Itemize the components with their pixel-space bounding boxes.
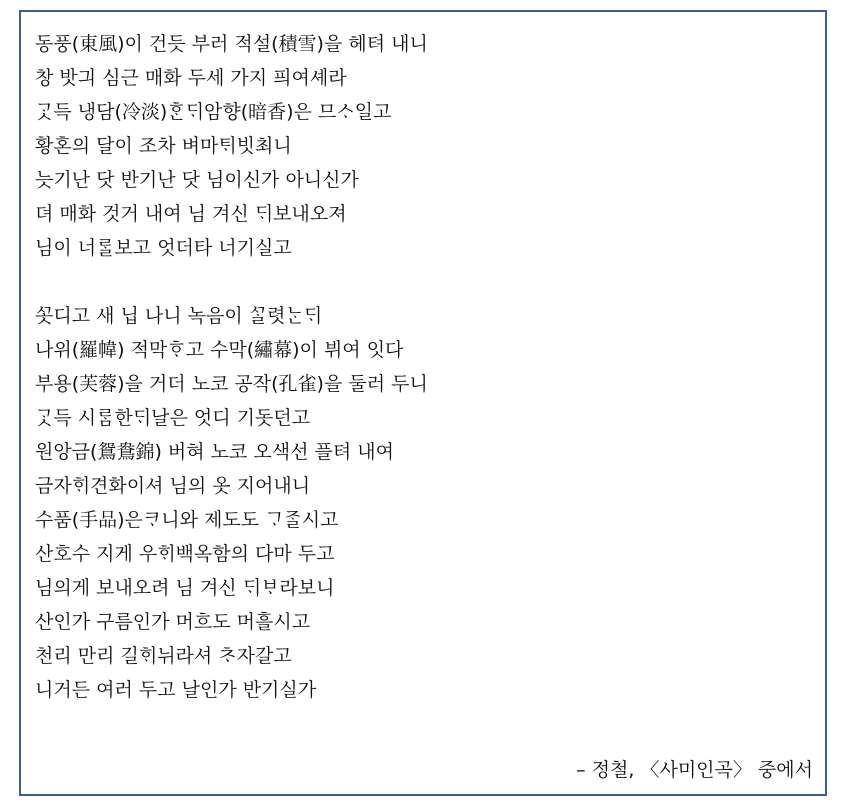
stanza-1 [35,27,811,265]
poem-line: 원앙금(鴛鴦錦) 버혀 노코 오색선 플텨 내여 [35,441,394,463]
source-attribution: – 정철, 〈사미인곡〉 중에서 [576,759,813,781]
poem-line: ᄭᅩᆺ디고 새 닙 나니 녹음이 ᄭᆞᆯ렷ᄂᆞᆫᄃᆡ [35,305,323,327]
poem-line: 산인가 구름인가 머흐도 머흘시고 [35,611,311,633]
poem-line: 산호수 지게 우ᄒᆡ백옥함의 다마 두고 [35,543,335,565]
poem-line: ᄀᆞᆺ득 냉담(冷淡)ᄒᆞᆫᄃᆡ암향(暗香)은 므ᄉᆞ일고 [35,101,392,123]
poem-line: 황혼의 달이 조차 벼마ᄐᆡ빗최니 [35,135,292,157]
stanza-gap [35,265,811,299]
poem-line: 동풍(東風)이 건듯 부러 적설(積雪)을 헤텨 내니 [35,33,428,55]
poem-line: 뎌 매화 것거 내여 님 겨신 ᄃᆡ보내오져 [35,203,347,225]
poem-line: 수품(手品)은ᄏᆞ니와 제도도 ᄀᆞᄌᆞᆯ시고 [35,509,339,531]
poem-line: 님이 너ᄅᆞᆯ보고 엇더타 너기실고 [35,237,292,259]
poem-line: 부용(芙蓉)을 거더 노코 공작(孔雀)을 둘러 두니 [35,373,428,395]
poem-line: 니거든 여러 두고 날인가 반기실가 [35,679,317,701]
poem-line: 님의게 보내오려 님 겨신 ᄃᆡᄇᆞ라보니 [35,577,335,599]
poem-line: ᄀᆞᆺ득 시ᄅᆞᆷ한ᄃᆡ날은 엇디 기돗던고 [35,407,311,429]
poem-box [19,10,827,796]
stanza-2 [35,299,811,707]
poem-line: 금자ᄒᆡ견화이셔 님의 옷 지어내니 [35,475,311,497]
poem-text [35,27,811,707]
poem-line: 천리 만리 길ᄒᆡ뉘라셔 ᄎᆞ자갈고 [35,645,292,667]
poem-line: 창 밧긔 심근 매화 두세 가지 픠여셰라 [35,67,347,89]
poem-line: 나위(羅幃) 적막ᄒᆞ고 수막(繡幕)이 뷔여 잇다 [35,339,404,361]
poem-line: 늣기난 닷 반기난 닷 님이신가 아니신가 [35,169,359,191]
